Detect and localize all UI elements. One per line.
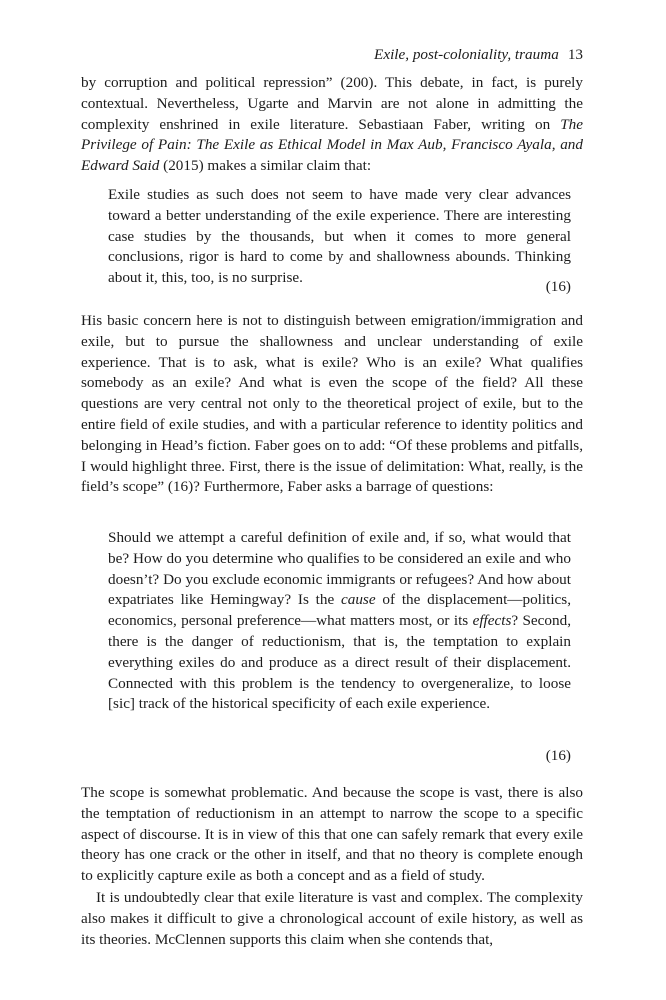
- emphasis-cause: cause: [341, 591, 376, 609]
- paragraph-1: [81, 73, 583, 177]
- book-title: The Privilege of Pain: The Exile as Ethical Model in Max Aub, Francisco Ayala, and Edward Said: [81, 115, 583, 175]
- block-quote-2-text-c: ? Second, there is the danger of reductionism, that is, the temptation to explain everything exiles do and produce as a direct result of their displacement. Connected with this problem is the tendency to overgeneralize, to loose [sic] track of the historical specificity of each exile experience.: [108, 612, 571, 713]
- running-head: [374, 46, 583, 64]
- paragraph-3: The scope is somewhat problematic. And because the scope is vast, there is also the temptation of reductionism in an attempt to narrow the scope to a specific aspect of discourse. It is in view of this that one can safely remark that every exile theory has one crack or the other in itself, and that no theory is complete enough to explicitly capture exile as both a concept and as a field of study.: [81, 784, 583, 885]
- block-quote-2: [108, 528, 571, 715]
- paragraph-1-text-a: by corruption and political repression” (200). This debate, in fact, is purely contextual. Nevertheless, Ugarte and Marvin are not alone in admitting the complexity enshrined in exile literature. Sebastiaan Faber, writing on: [81, 74, 583, 133]
- block-quote-1: Exile studies as such does not seem to have made very clear advances toward a better understanding of the exile experience. There are interesting case studies by the thousands, but when it comes to more general conclusions, rigor is hard to come by and shallowness abounds. Thinking about it, this, too, is no surprise.: [108, 186, 571, 287]
- page-number: 13: [567, 46, 583, 63]
- block-quote-1-citation: (16): [545, 278, 571, 295]
- running-title: Exile, post-coloniality, trauma: [374, 46, 559, 63]
- emphasis-effects: effects: [472, 612, 512, 630]
- block-quote-2-citation: (16): [545, 747, 571, 764]
- paragraph-2: His basic concern here is not to distinguish between emigration/immigration and exile, but to pursue the shallowness and unclear understanding of exile experience. That is to ask, what is exile? Who is an exile? What qualifies somebody as an exile? And what is even the scope of the field? All these questions are very central not only to the theoretical project of exile, but to the entire field of exile studies, and with a particular reference to identity politics and belonging in Head’s fiction. Faber goes on to add: “Of these problems and pitfalls, I would highlight three. First, there is the issue of delimitation: What, really, is the field’s scope” (16)? Furthermore, Faber asks a barrage of questions:: [81, 312, 583, 496]
- block-quote-2-text-a: Should we attempt a careful definition of exile and, if so, what would that be? How do you determine who qualifies to be considered an exile and who doesn’t? Do you exclude economic immigrants or refugees? And how about expatriates like Hemingway? Is the: [108, 529, 571, 609]
- block-quote-2-text-b: of the displacement—politics, economics, personal preference—what matters most, or its: [108, 591, 571, 630]
- paragraph-1-text-b: (2015) makes a similar claim that:: [159, 157, 372, 175]
- paragraph-4: It is undoubtedly clear that exile literature is vast and complex. The complexity also makes it difficult to give a chronological account of exile history, as well as its theories. McClennen supports this claim when she contends that,: [81, 889, 583, 948]
